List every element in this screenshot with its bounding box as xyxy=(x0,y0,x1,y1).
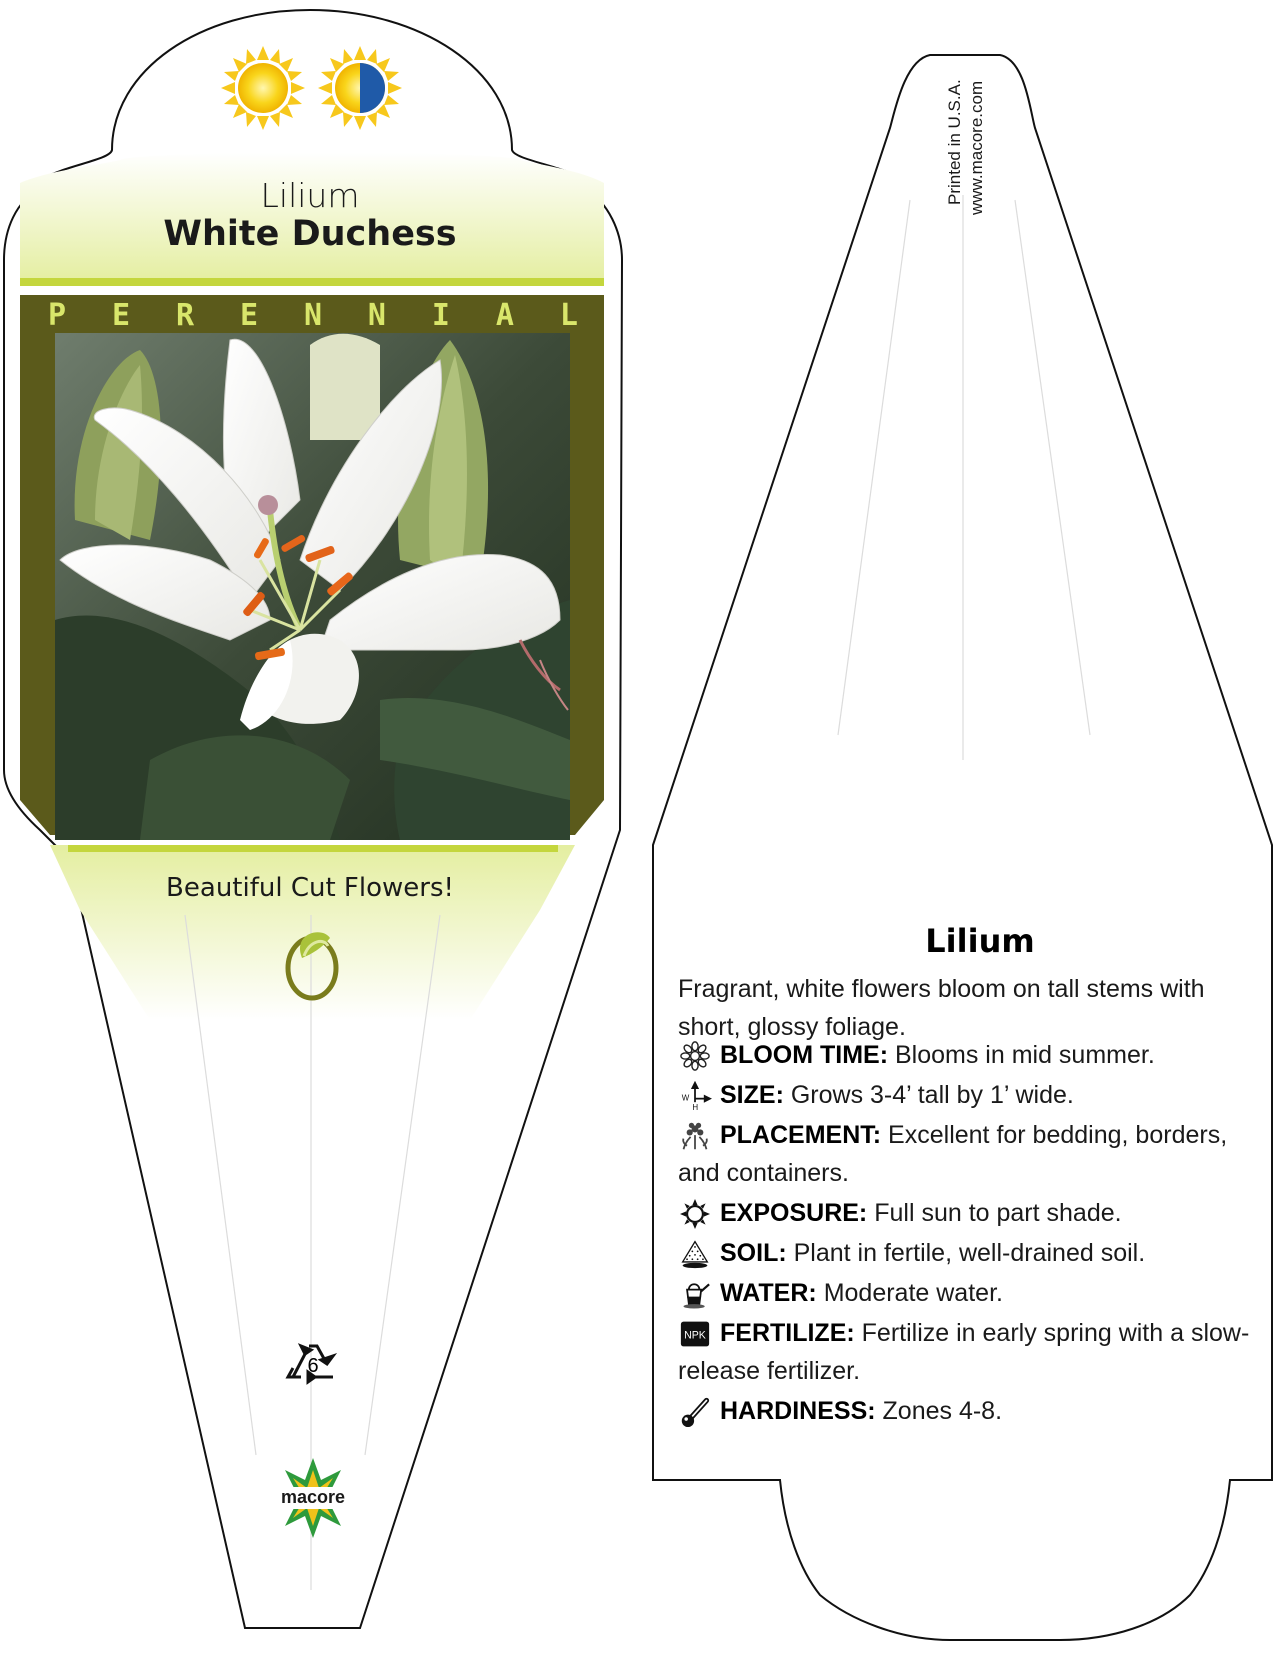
attribute-row xyxy=(678,1392,1258,1430)
thermometer-icon xyxy=(678,1397,712,1427)
attribute-value: Grows 3-4’ tall by 1’ wide. xyxy=(783,1081,1074,1109)
category-letter: E xyxy=(111,298,131,333)
placement-icon xyxy=(678,1121,712,1151)
plant-genus: Lilium xyxy=(260,176,360,215)
recycle-code: 6 xyxy=(307,1355,319,1377)
svg-text:W: W xyxy=(681,1093,690,1103)
attribute-row xyxy=(678,1076,1258,1114)
size-icon xyxy=(678,1081,712,1111)
full-sun-icon xyxy=(221,46,305,130)
attribute-value: Moderate water. xyxy=(816,1279,1003,1307)
category-letter: R xyxy=(175,298,195,333)
attribute-label: SOIL: xyxy=(720,1239,787,1267)
attribute-value: Fertilize in early spring with a slow-release fertilizer. xyxy=(678,1319,1250,1385)
category-letter: L xyxy=(559,298,578,333)
category-letter: I xyxy=(431,298,450,333)
attribute-row xyxy=(678,1036,1258,1074)
attribute-value: Blooms in mid summer. xyxy=(888,1041,1155,1069)
attribute-value: Full sun to part shade. xyxy=(867,1199,1122,1227)
attribute-value: Plant in fertile, well-drained soil. xyxy=(786,1239,1146,1267)
category-letter: E xyxy=(239,298,259,333)
plant-description: Fragrant, white flowers bloom on tall stems with short, glossy foliage. xyxy=(678,975,1205,1041)
category-letter: A xyxy=(495,298,514,333)
attribute-row xyxy=(678,1194,1258,1232)
category-letter: N xyxy=(303,298,322,333)
attribute-label: HARDINESS: xyxy=(720,1397,876,1425)
category-letter: P xyxy=(48,298,67,333)
attribute-value: Zones 4-8. xyxy=(875,1397,1003,1425)
attribute-label: FERTILIZE: xyxy=(720,1319,855,1347)
brand-name: macore xyxy=(280,1487,346,1507)
attribute-label: EXPOSURE: xyxy=(720,1199,868,1227)
attribute-label: SIZE: xyxy=(720,1081,784,1109)
lily-photo xyxy=(55,333,570,840)
sun-icon xyxy=(678,1199,712,1229)
attribute-label: WATER: xyxy=(720,1279,817,1307)
flower-icon xyxy=(678,1041,712,1071)
printed-in-label: Printed in U.S.A. xyxy=(945,79,964,205)
attribute-value: Excellent for bedding, borders, and containers. xyxy=(678,1121,1228,1187)
attribute-row xyxy=(678,1116,1258,1192)
plant-variety: White Duchess xyxy=(163,214,457,254)
attribute-label: PLACEMENT: xyxy=(720,1121,882,1149)
attribute-label: BLOOM TIME: xyxy=(720,1041,889,1069)
attribute-row xyxy=(678,1314,1258,1390)
category-banner xyxy=(48,298,578,333)
soil-icon xyxy=(678,1239,712,1269)
watering-can-icon xyxy=(678,1279,712,1309)
npk-icon xyxy=(678,1319,712,1349)
attribute-row xyxy=(678,1234,1258,1272)
back-title: Lilium xyxy=(925,922,1035,960)
attribute-row xyxy=(678,1274,1258,1312)
svg-text:NPK: NPK xyxy=(684,1329,706,1342)
website-label: www.macore.com xyxy=(967,80,986,215)
part-shade-icon xyxy=(318,46,402,130)
category-letter: N xyxy=(367,298,386,333)
tagline: Beautiful Cut Flowers! xyxy=(166,873,454,903)
svg-text:H: H xyxy=(692,1103,699,1112)
